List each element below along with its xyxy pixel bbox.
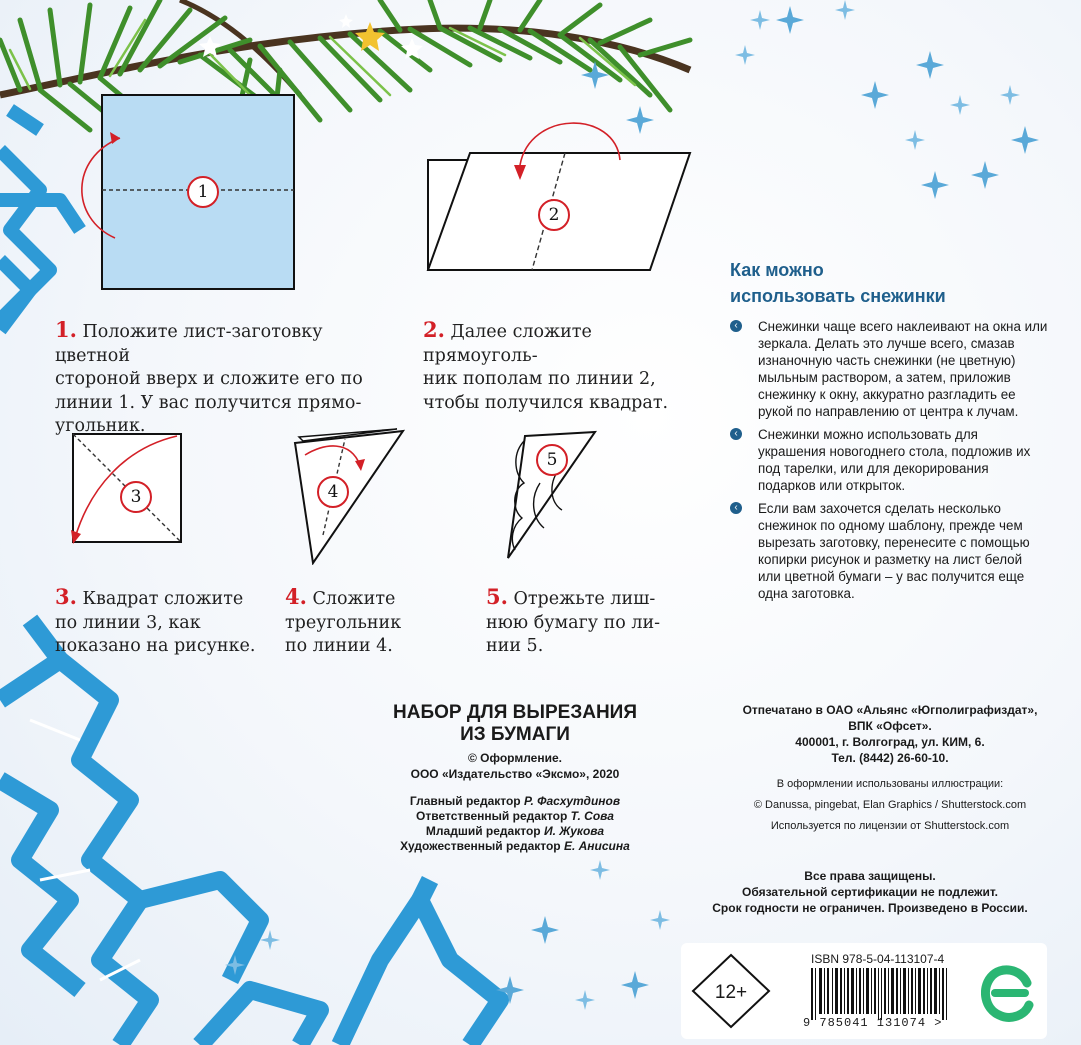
step-4-line: треугольник — [285, 612, 402, 633]
eksmo-logo-icon — [981, 961, 1037, 1023]
usage-item — [730, 318, 1048, 420]
editor-row — [365, 839, 665, 854]
usage-item — [730, 500, 1048, 602]
step-4-number: 4. — [285, 584, 307, 609]
step-1-number: 1. — [55, 317, 77, 342]
step-4-line: по линии 4. — [285, 636, 393, 656]
chevron-left-icon: ‹ — [730, 502, 742, 514]
step-2-line: чтобы получился квадрат. — [423, 392, 669, 413]
book-title-line: ИЗ БУМАГИ — [460, 724, 570, 745]
step-4-line: Сложите — [312, 589, 396, 609]
step-2-text — [423, 318, 683, 415]
barcode-panel — [681, 943, 1047, 1039]
step-1-line: угольник. — [55, 416, 146, 436]
usage-item-text: Если вам захочется сделать несколько снежинок по одному шаблону, прежде чем вырезать заготовку, перенесите с помощью копирки рисунок и разметку на лист белой или цветной бумаги – у вас получится еще одна заготовка. — [758, 501, 1030, 601]
chevron-left-icon: ‹ — [730, 320, 742, 332]
step-3-text — [55, 585, 265, 659]
printer-info — [725, 702, 1055, 766]
printer-line: Отпечатано в ОАО «Альянс «Югполиграфиздат», — [742, 703, 1038, 717]
usage-list — [730, 318, 1048, 608]
chevron-left-icon: ‹ — [730, 428, 742, 440]
step-1-line: стороной вверх и сложите его по — [55, 369, 363, 389]
credit-line: © Danussa, pingebat, Elan Graphics / Shutterstock.com — [753, 799, 1027, 811]
step-4-text — [285, 585, 435, 659]
step-5-line: нюю бумагу по ли- — [486, 612, 661, 633]
usage-item-text: Снежинки чаще всего наклеивают на окна или зеркала. Делать это лучше всего, смазав изнаночную часть снежинки (не цветную) мыльным раствором, а затем, приложив снежинку к окну, аккуратно разгладить ее рукой по направлению от центра к лучам. — [758, 319, 1048, 419]
book-title-line: НАБОР ДЛЯ ВЫРЕЗАНИЯ — [393, 702, 637, 723]
step-2-line: Далее сложите прямоуголь- — [423, 322, 592, 366]
editor-name: Р. Фасхутдинов — [523, 794, 621, 808]
editor-name: Т. Сова — [570, 809, 614, 823]
rights-line: Обязательной сертификации не подлежит. — [741, 885, 999, 899]
step-5-text — [486, 585, 676, 659]
step-3-number: 3. — [55, 584, 77, 609]
step-5-line: нии 5. — [486, 636, 544, 656]
diagram-step-2 — [420, 105, 700, 280]
editor-role: Главный редактор — [409, 794, 521, 808]
editors-list — [365, 794, 665, 854]
fold-line-label-3: 3 — [120, 481, 152, 513]
fold-line-label-4: 4 — [317, 476, 349, 508]
usage-title — [730, 257, 1050, 309]
copyright-line: © Оформление. — [467, 751, 562, 765]
book-title — [365, 702, 665, 746]
step-1-text — [55, 318, 395, 439]
fold-line-label-2: 2 — [538, 199, 570, 231]
isbn-text: ISBN 978-5-04-113107-4 — [811, 952, 945, 966]
step-1-line: линии 1. У вас получится прямо- — [55, 392, 362, 413]
step-2-line: ник пополам по линии 2, — [423, 369, 656, 389]
printer-line: ВПК «Офсет». — [848, 719, 932, 733]
step-5-line: Отрежьте лиш- — [513, 589, 656, 609]
illustrations-credit — [725, 774, 1055, 837]
credit-line: В оформлении использованы иллюстрации: — [776, 778, 1004, 790]
barcode-image — [811, 968, 961, 1020]
usage-item — [730, 426, 1048, 494]
printer-block — [725, 702, 1055, 837]
age-rating-label: 12+ — [714, 982, 748, 1003]
step-2-number: 2. — [423, 317, 445, 342]
editor-role: Ответственный редактор — [416, 809, 568, 823]
imprint-block — [365, 702, 665, 854]
editor-name: И. Жукова — [543, 824, 605, 838]
rights-block — [690, 868, 1050, 916]
step-3-line: показано на рисунке. — [55, 636, 256, 656]
step-5-number: 5. — [486, 584, 508, 609]
rights-line: Все права защищены. — [804, 869, 936, 883]
editor-row — [365, 824, 665, 839]
usage-title-line: Как можно — [730, 260, 824, 280]
step-1-line: Положите лист-заготовку цветной — [55, 322, 323, 366]
editor-role: Художественный редактор — [400, 839, 561, 853]
barcode-digits: 9 785041 131074 > — [803, 1016, 943, 1030]
editor-name: Е. Анисина — [563, 839, 630, 853]
printer-line: 400001, г. Волгоград, ул. КИМ, 6. — [795, 735, 985, 749]
usage-title-line: использовать снежинки — [730, 286, 946, 306]
step-3-line: Квадрат сложите — [82, 589, 244, 609]
editor-row — [365, 794, 665, 809]
editor-role: Младший редактор — [425, 824, 541, 838]
copyright-line: ООО «Издательство «Эксмо», 2020 — [410, 767, 620, 781]
fold-line-label-1: 1 — [187, 176, 219, 208]
usage-item-text: Снежинки можно использовать для украшения новогоднего стола, подложив их под тарелки, или для декорирования подарков или открыток. — [758, 427, 1031, 493]
credit-line: Используется по лицензии от Shutterstock.com — [770, 820, 1010, 832]
printer-line: Тел. (8442) 26-60-10. — [831, 751, 949, 765]
step-3-line: по линии 3, как — [55, 612, 201, 633]
usage-section — [730, 257, 1050, 309]
cut-line-label-5: 5 — [536, 444, 568, 476]
rights-line: Срок годности не ограничен. Произведено в России. — [712, 901, 1028, 915]
copyright — [365, 750, 665, 782]
diagram-step-1 — [60, 88, 310, 298]
editor-row — [365, 809, 665, 824]
